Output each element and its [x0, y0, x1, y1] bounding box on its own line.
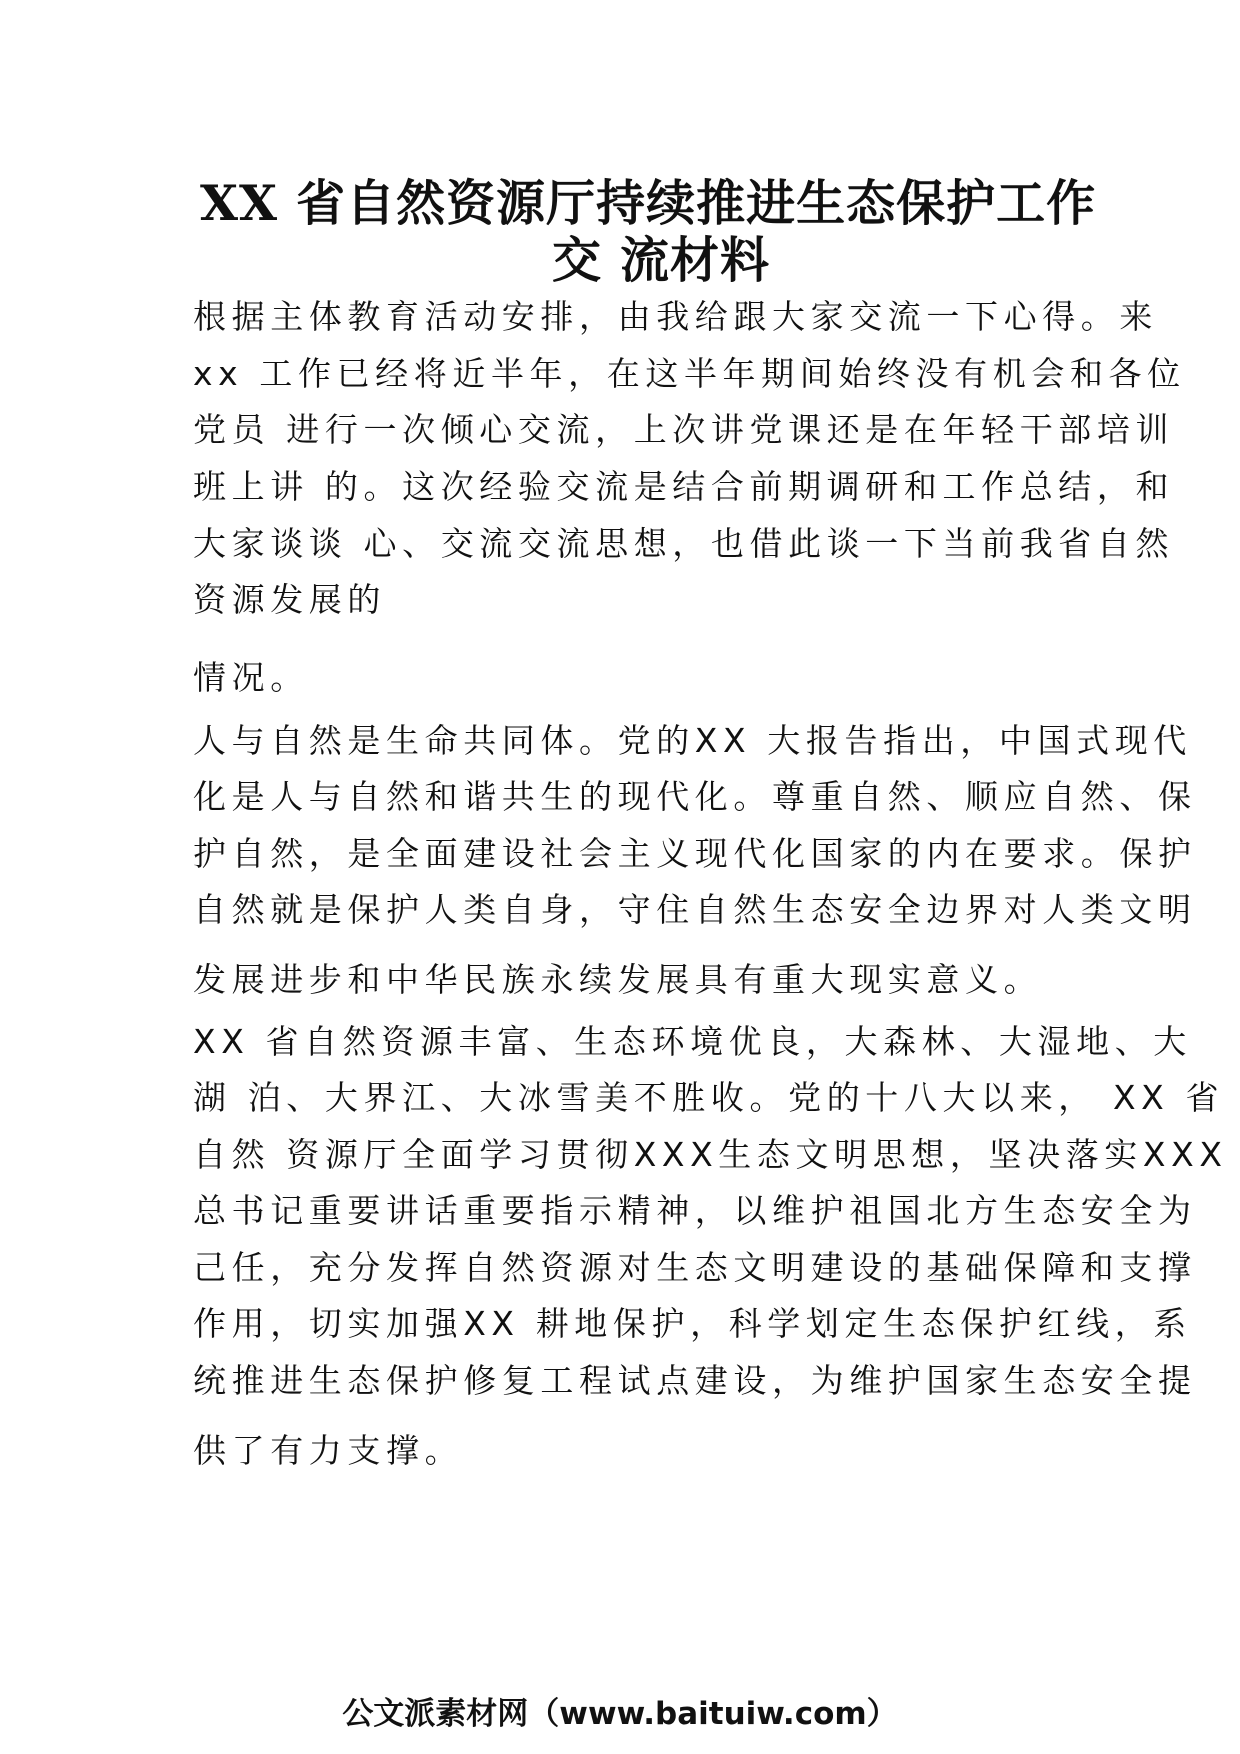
body-line-1: 根据主体教育活动安排，由我给跟大家交流一下心得。来: [193, 297, 1158, 336]
body-line-7: 情况。: [193, 658, 309, 697]
body-line-3: 党员 进行一次倾心交流，上次讲党课还是在年轻干部培训: [193, 410, 1175, 449]
document-title-line-2: 交 流材料: [552, 231, 771, 289]
body-line-12: 发展进步和中华民族永续发展具有重大现实意义。: [193, 960, 1043, 999]
body-line-5: 大家谈谈 心、交流交流思想，也借此谈一下当前我省自然: [193, 524, 1175, 563]
body-line-14: 湖 泊、大界江、大冰雪美不胜收。党的十八大以来， XX 省: [193, 1078, 1225, 1117]
body-line-20: 供了有力支撑。: [193, 1431, 464, 1470]
body-line-11: 自然就是保护人类自身，守住自然生态安全边界对人类文明: [193, 890, 1197, 929]
body-line-18: 作用，切实加强XX 耕地保护，科学划定生态保护红线，系: [193, 1304, 1192, 1343]
body-line-17: 己任，充分发挥自然资源对生态文明建设的基础保障和支撑: [193, 1248, 1197, 1287]
footer-source: 公文派素材网（www.baituiw.com）: [342, 1696, 898, 1732]
body-line-4: 班上讲 的。这次经验交流是结合前期调研和工作总结，和: [193, 467, 1175, 506]
body-line-2: xx 工作已经将近半年，在这半年期间始终没有机会和各位: [193, 354, 1186, 393]
body-line-9: 化是人与自然和谐共生的现代化。尊重自然、顺应自然、保: [193, 777, 1197, 816]
body-line-13: XX 省自然资源丰富、生态环境优良，大森林、大湿地、大: [193, 1022, 1192, 1061]
body-line-10: 护自然，是全面建设社会主义现代化国家的内在要求。保护: [193, 834, 1197, 873]
body-line-6: 资源发展的: [193, 580, 386, 619]
body-line-8: 人与自然是生命共同体。党的XX 大报告指出，中国式现代: [193, 721, 1192, 760]
body-line-15: 自然 资源厅全面学习贯彻XXX生态文明思想，坚决落实XXX: [193, 1135, 1228, 1174]
body-line-19: 统推进生态保护修复工程试点建设，为维护国家生态安全提: [193, 1361, 1197, 1400]
document-title-line-1: XX 省自然资源厅持续推进生态保护工作: [200, 174, 1097, 232]
body-line-16: 总书记重要讲话重要指示精神，以维护祖国北方生态安全为: [193, 1191, 1197, 1230]
